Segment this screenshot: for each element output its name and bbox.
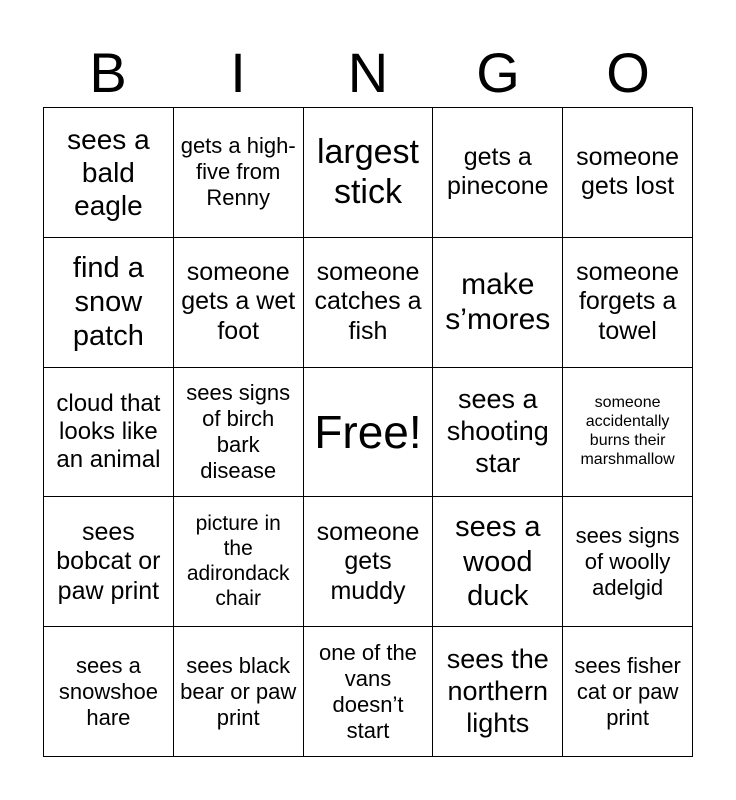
cell-text: largest stick — [316, 133, 420, 212]
bingo-cell[interactable] — [174, 368, 304, 498]
bingo-cell[interactable] — [304, 497, 434, 627]
bingo-cell[interactable] — [433, 108, 563, 238]
free-space-text: Free! — [314, 405, 422, 458]
bingo-cell[interactable] — [433, 238, 563, 368]
bingo-cell[interactable] — [174, 108, 304, 238]
cell-text: cloud that looks like an animal — [56, 389, 161, 474]
bingo-cell[interactable] — [563, 627, 693, 757]
bingo-cell[interactable] — [563, 497, 693, 627]
cell-text: make s’mores — [445, 267, 551, 337]
bingo-cell[interactable] — [174, 238, 304, 368]
cell-text: someone gets lost — [576, 142, 680, 201]
header-letter-b: B — [89, 41, 127, 104]
bingo-cell[interactable] — [44, 627, 174, 757]
bingo-cell[interactable] — [44, 368, 174, 498]
cell-text: someone gets muddy — [316, 517, 420, 605]
bingo-cell[interactable] — [433, 368, 563, 498]
bingo-cell[interactable] — [174, 627, 304, 757]
bingo-grid — [43, 107, 693, 757]
cell-text: sees black bear or paw print — [180, 652, 297, 730]
header-letter-n: N — [347, 41, 389, 104]
bingo-cell[interactable] — [433, 627, 563, 757]
bingo-cell[interactable] — [304, 238, 434, 368]
cell-text: sees a snowshoe hare — [58, 652, 158, 730]
bingo-cell[interactable] — [304, 627, 434, 757]
header-letter-i: I — [230, 41, 246, 104]
bingo-cell[interactable] — [563, 368, 693, 498]
bingo-cell[interactable] — [304, 108, 434, 238]
cell-text: gets a pinecone — [447, 142, 549, 201]
cell-text: someone forgets a towel — [576, 257, 680, 345]
cell-text: sees a wood duck — [455, 511, 541, 612]
header-letter-o: O — [606, 41, 650, 104]
header-letter-g: G — [476, 41, 520, 104]
cell-text: sees bobcat or paw print — [56, 517, 161, 605]
free-space-cell[interactable] — [304, 368, 434, 498]
cell-text: sees a shooting star — [446, 384, 549, 478]
cell-text: sees the northern lights — [446, 643, 549, 738]
bingo-cell[interactable] — [44, 497, 174, 627]
cell-text: someone catches a fish — [314, 257, 422, 345]
cell-text: one of the vans doesn’t start — [319, 639, 417, 743]
cell-text: sees fisher cat or paw print — [574, 652, 681, 730]
cell-text: someone accidentally burns their marshmallow — [580, 394, 675, 468]
cell-text: someone gets a wet foot — [181, 257, 296, 345]
bingo-cell[interactable] — [44, 238, 174, 368]
bingo-cell[interactable] — [44, 108, 174, 238]
bingo-cell[interactable] — [433, 497, 563, 627]
cell-text: sees signs of woolly adelgid — [575, 522, 680, 600]
cell-text: find a snow patch — [72, 251, 144, 353]
cell-text: sees signs of birch bark disease — [186, 380, 291, 483]
cell-text: gets a high-five from Renny — [180, 133, 296, 211]
bingo-cell[interactable] — [563, 108, 693, 238]
bingo-cell[interactable] — [174, 497, 304, 627]
cell-text: sees a bald eagle — [67, 123, 150, 221]
bingo-header — [43, 40, 693, 106]
cell-text: picture in the adirondack chair — [186, 512, 290, 610]
bingo-cell[interactable] — [563, 238, 693, 368]
